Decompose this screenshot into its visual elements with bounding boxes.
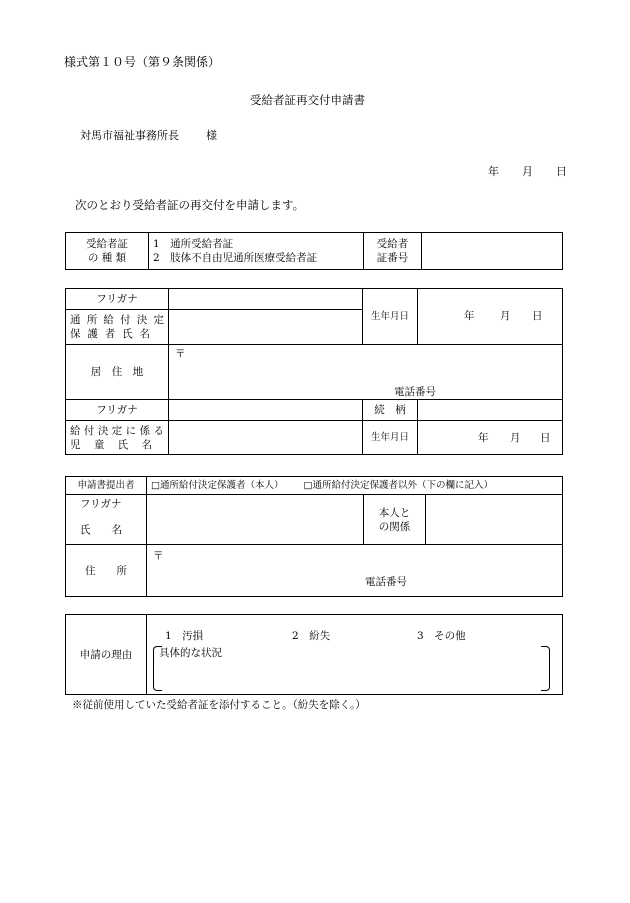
footnote: ※従前使用していた受給者証を添付すること。（紛失を除く。） <box>72 699 366 711</box>
certificate-number-field[interactable] <box>422 233 563 270</box>
relation-label: 続 柄 <box>363 400 418 421</box>
address-label: 居 住 地 <box>66 345 169 400</box>
postal-mark: 〒 <box>175 348 186 360</box>
addressee: 対馬市福祉事務所長 <box>80 129 179 142</box>
guardian-birth-field[interactable]: 年 月 日 <box>418 289 563 345</box>
submitter-address-label: 住 所 <box>66 545 147 597</box>
reason-option-lost[interactable]: 2 紛失 <box>292 630 331 642</box>
guardian-name-field[interactable] <box>169 310 363 345</box>
honorific: 様 <box>206 129 217 142</box>
guardian-name-label: 通所給付決定 保護者氏名 <box>66 310 169 345</box>
submitter-phone-label: 電話番号 <box>365 576 407 588</box>
reason-option-other[interactable]: 3 その他 <box>417 630 466 642</box>
child-furigana-field[interactable] <box>169 400 363 421</box>
submitter-option-self[interactable]: □通所給付決定保護者（本人） <box>151 479 284 491</box>
form-number: 様式第１０号（第９条関係） <box>64 55 221 69</box>
guardian-furigana-field[interactable] <box>169 289 363 310</box>
certificate-option-2: 2 肢体不自由児通所医療受給者証 <box>153 252 318 264</box>
address-phone-label: 電話番号 <box>394 386 436 398</box>
intro-text: 次のとおり受給者証の再交付を申請します。 <box>75 198 305 212</box>
guardian-birth-label: 生年月日 <box>363 289 418 345</box>
certificate-type-label: 受給者証 の 種 類 <box>66 233 149 270</box>
child-furigana-label: フリガナ <box>66 400 169 421</box>
bracket-right <box>541 646 550 691</box>
submitter-name-field[interactable] <box>147 495 364 545</box>
address-field[interactable] <box>169 345 563 400</box>
date-month-label: 月 <box>522 165 533 178</box>
submitter-options <box>147 477 563 495</box>
certificate-type-options <box>149 233 364 270</box>
date-day-label: 日 <box>556 165 567 178</box>
page-title: 受給者証再交付申請書 <box>250 93 365 107</box>
submitter-relation-label: 本人と の関係 <box>364 495 426 545</box>
date-year-label: 年 <box>488 165 499 178</box>
relation-field[interactable] <box>418 400 563 421</box>
submitter-relation-field[interactable] <box>426 495 563 545</box>
submitter-table <box>65 476 563 597</box>
child-name-label: 給付決定に係る 児 童 氏 名 <box>66 421 169 455</box>
certificate-option-1: 1 通所受給者証 <box>153 238 234 250</box>
submitter-postal-mark: 〒 <box>153 550 164 562</box>
guardian-furigana-label: フリガナ <box>66 289 169 310</box>
submitter-address-field[interactable] <box>147 545 563 597</box>
reason-label: 申請の理由 <box>66 615 147 695</box>
reason-field[interactable] <box>147 615 563 695</box>
submitter-label: 申請書提出者 <box>66 477 147 495</box>
reason-table <box>65 614 563 695</box>
child-birth-label: 生年月日 <box>363 421 418 455</box>
submitter-option-other[interactable]: □通所給付決定保護者以外（下の欄に記入） <box>303 479 494 491</box>
reason-detail-label: 具体的な状況 <box>159 647 222 659</box>
certificate-table <box>65 232 563 270</box>
guardian-table <box>65 288 563 455</box>
submitter-name-label: フリガナ 氏 名 <box>66 495 147 545</box>
certificate-number-label: 受給者 証番号 <box>364 233 422 270</box>
child-birth-field[interactable]: 年 月 日 <box>418 421 563 455</box>
child-name-field[interactable] <box>169 421 363 455</box>
reason-option-stain[interactable]: 1 汚損 <box>165 630 204 642</box>
